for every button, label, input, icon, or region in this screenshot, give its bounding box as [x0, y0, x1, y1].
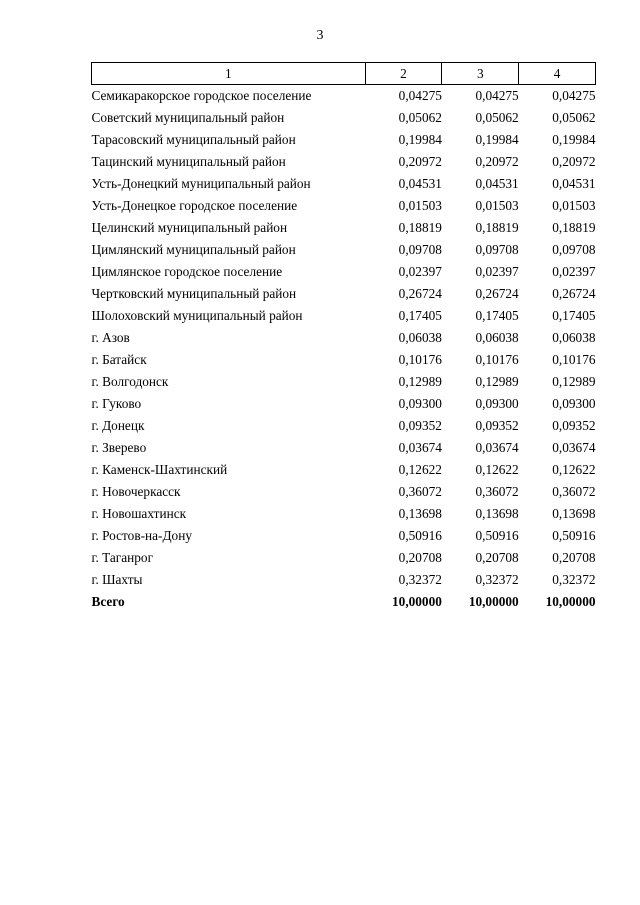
row-name: г. Каменск-Шахтинский — [91, 462, 228, 478]
row-value-2: 0,12622 — [398, 462, 442, 478]
row-value-3: 0,02397 — [475, 264, 519, 280]
row-value-2: 0,17405 — [398, 308, 442, 324]
table-row — [92, 327, 596, 349]
row-value-4: 0,26724 — [552, 286, 596, 302]
row-name: Шолоховский муниципальный район — [91, 308, 303, 324]
row-value-4: 0,20708 — [552, 550, 596, 566]
row-value-2: 0,10176 — [398, 352, 442, 368]
row-name: Семикаракорское городское поселение — [91, 88, 312, 104]
row-name: Усть-Донецкий муниципальный район — [91, 176, 311, 192]
row-value-2: 0,09708 — [398, 242, 442, 258]
row-value-2: 0,32372 — [398, 572, 442, 588]
row-value-4: 0,19984 — [552, 132, 596, 148]
row-name: Цимлянский муниципальный район — [91, 242, 296, 258]
table-row — [92, 371, 596, 393]
row-value-2: 0,20972 — [398, 154, 442, 170]
table-row — [92, 195, 596, 217]
table-row — [92, 151, 596, 173]
row-value-3: 0,04531 — [475, 176, 519, 192]
row-name: Чертковский муниципальный район — [91, 286, 297, 302]
column-header-4: 4 — [519, 63, 596, 85]
table-row — [92, 525, 596, 547]
row-value-4: 0,02397 — [552, 264, 596, 280]
row-value-3: 0,09352 — [475, 418, 519, 434]
table-header — [92, 63, 596, 85]
total-row — [92, 591, 596, 613]
row-value-4: 0,06038 — [552, 330, 596, 346]
total-value-4: 10,00000 — [545, 594, 596, 610]
row-name: г. Гуково — [91, 396, 142, 412]
row-name: г. Донецк — [91, 418, 145, 434]
total-value-2: 10,00000 — [392, 594, 442, 610]
row-value-2: 0,19984 — [398, 132, 442, 148]
total-label: Всего — [91, 594, 125, 610]
row-value-4: 0,12989 — [552, 374, 596, 390]
distribution-table — [91, 62, 596, 613]
table-row — [92, 437, 596, 459]
row-value-3: 0,50916 — [475, 528, 519, 544]
table-row — [92, 415, 596, 437]
row-value-3: 0,12622 — [475, 462, 519, 478]
row-value-2: 0,09300 — [398, 396, 442, 412]
table-row — [92, 393, 596, 415]
table-body — [92, 85, 596, 614]
page-number: 3 — [316, 28, 324, 43]
row-value-3: 0,32372 — [475, 572, 519, 588]
row-value-3: 0,12989 — [475, 374, 519, 390]
row-value-4: 0,36072 — [552, 484, 596, 500]
table-row — [92, 459, 596, 481]
row-value-2: 0,09352 — [398, 418, 442, 434]
row-name: г. Зверево — [91, 440, 147, 456]
row-name: г. Шахты — [91, 572, 143, 588]
row-value-4: 0,03674 — [552, 440, 596, 456]
row-value-3: 0,26724 — [475, 286, 519, 302]
row-value-3: 0,20708 — [475, 550, 519, 566]
row-value-4: 0,18819 — [552, 220, 596, 236]
column-header-3: 3 — [442, 63, 519, 85]
row-value-4: 0,09708 — [552, 242, 596, 258]
row-value-4: 0,09300 — [552, 396, 596, 412]
column-header-2: 2 — [365, 63, 442, 85]
row-name: г. Азов — [91, 330, 130, 346]
row-name: Цимлянское городское поселение — [91, 264, 283, 280]
row-value-2: 0,50916 — [398, 528, 442, 544]
row-value-2: 0,13698 — [398, 506, 442, 522]
row-value-3: 0,20972 — [475, 154, 519, 170]
row-value-4: 0,50916 — [552, 528, 596, 544]
table-row — [92, 547, 596, 569]
row-value-2: 0,04275 — [398, 88, 442, 104]
row-value-3: 0,13698 — [475, 506, 519, 522]
row-value-3: 0,18819 — [475, 220, 519, 236]
row-value-4: 0,04531 — [552, 176, 596, 192]
row-value-2: 0,20708 — [398, 550, 442, 566]
row-value-3: 0,09708 — [475, 242, 519, 258]
column-header-1: 1 — [92, 63, 366, 85]
row-value-3: 0,10176 — [475, 352, 519, 368]
row-value-4: 0,01503 — [552, 198, 596, 214]
row-name: г. Новочеркасск — [91, 484, 181, 500]
table-row — [92, 239, 596, 261]
table-row — [92, 217, 596, 239]
row-value-2: 0,03674 — [398, 440, 442, 456]
row-name: г. Новошахтинск — [91, 506, 187, 522]
row-value-4: 0,10176 — [552, 352, 596, 368]
row-name: г. Таганрог — [91, 550, 154, 566]
row-value-3: 0,03674 — [475, 440, 519, 456]
row-value-4: 0,05062 — [552, 110, 596, 126]
row-value-3: 0,04275 — [475, 88, 519, 104]
row-value-3: 0,06038 — [475, 330, 519, 346]
table-row — [92, 85, 596, 108]
row-name: Тарасовский муниципальный район — [91, 132, 296, 148]
row-value-4: 0,17405 — [552, 308, 596, 324]
table-row — [92, 261, 596, 283]
row-value-2: 0,36072 — [398, 484, 442, 500]
table-row — [92, 569, 596, 591]
row-value-3: 0,19984 — [475, 132, 519, 148]
table-row — [92, 129, 596, 151]
row-value-4: 0,32372 — [552, 572, 596, 588]
row-value-3: 0,36072 — [475, 484, 519, 500]
row-value-4: 0,13698 — [552, 506, 596, 522]
row-name: г. Ростов-на-Дону — [91, 528, 192, 544]
row-value-2: 0,04531 — [398, 176, 442, 192]
table-row — [92, 107, 596, 129]
row-value-2: 0,06038 — [398, 330, 442, 346]
row-value-3: 0,17405 — [475, 308, 519, 324]
row-name: Усть-Донецкое городское поселение — [91, 198, 298, 214]
table-row — [92, 349, 596, 371]
row-name: Советский муниципальный район — [91, 110, 285, 126]
table-row — [92, 503, 596, 525]
row-value-3: 0,09300 — [475, 396, 519, 412]
table-row — [92, 305, 596, 327]
row-name: г. Волгодонск — [91, 374, 169, 390]
table-row — [92, 481, 596, 503]
row-value-2: 0,12989 — [398, 374, 442, 390]
header-row — [92, 63, 596, 85]
row-value-4: 0,20972 — [552, 154, 596, 170]
row-name: Целинский муниципальный район — [91, 220, 288, 236]
row-name: г. Батайск — [91, 352, 147, 368]
row-value-4: 0,12622 — [552, 462, 596, 478]
row-value-4: 0,09352 — [552, 418, 596, 434]
row-value-3: 0,01503 — [475, 198, 519, 214]
row-value-2: 0,05062 — [398, 110, 442, 126]
table-row — [92, 283, 596, 305]
total-value-3: 10,00000 — [468, 594, 519, 610]
row-value-2: 0,01503 — [398, 198, 442, 214]
row-value-3: 0,05062 — [475, 110, 519, 126]
table-row — [92, 173, 596, 195]
row-value-2: 0,02397 — [398, 264, 442, 280]
row-name: Тацинский муниципальный район — [91, 154, 286, 170]
row-value-2: 0,18819 — [398, 220, 442, 236]
row-value-2: 0,26724 — [398, 286, 442, 302]
row-value-4: 0,04275 — [552, 88, 596, 104]
